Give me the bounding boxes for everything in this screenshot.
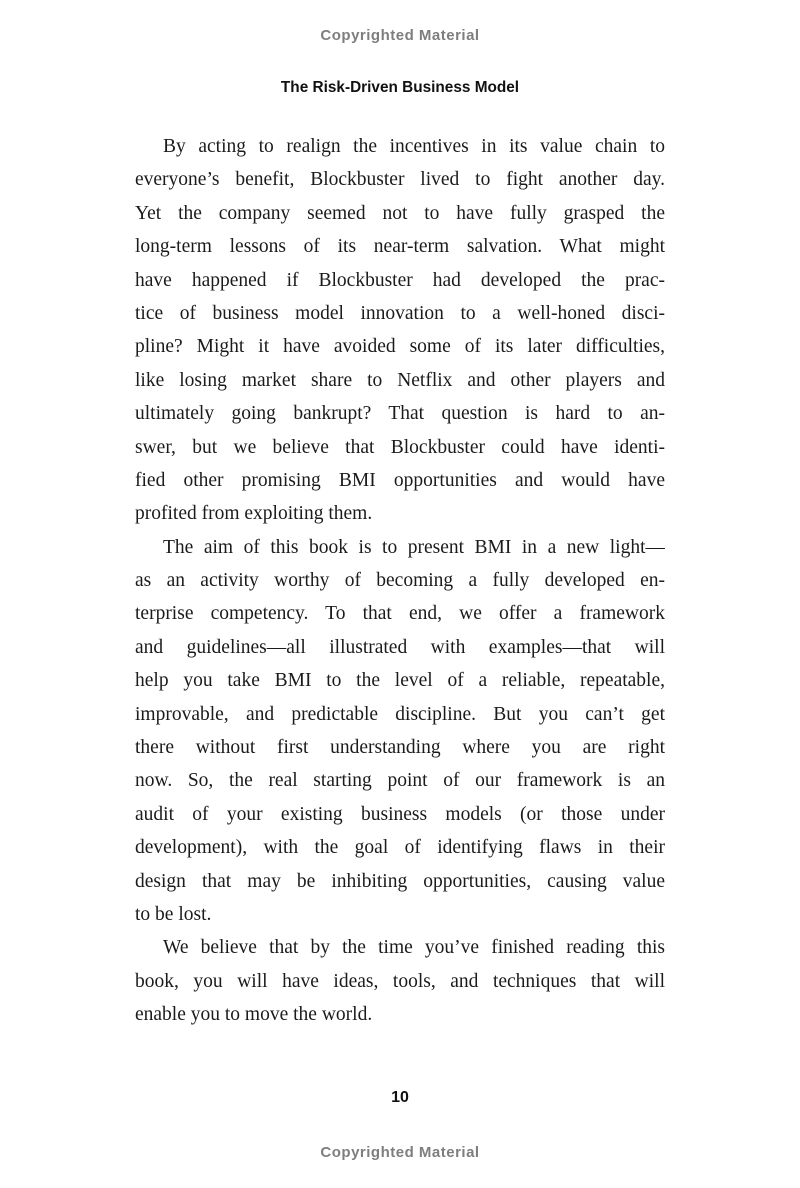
text-line: everyone’s benefit, Blockbuster lived to fight another day. <box>135 169 665 191</box>
text-line: development), with the goal of identifying flaws in their <box>135 837 665 859</box>
text-line: tice of business model innovation to a well-honed disci- <box>135 302 665 324</box>
text-line: By acting to realign the incentives in its value chain to <box>163 136 665 157</box>
text-line: like losing market share to Netflix and other players and <box>135 369 665 391</box>
text-line: terprise competency. To that end, we offer a framework <box>135 603 665 625</box>
text-line: have happened if Blockbuster had developed the prac- <box>135 269 665 291</box>
running-head-title: The Risk-Driven Business Model <box>280 79 520 96</box>
paragraph-2 <box>135 531 665 932</box>
text-line: design that may be inhibiting opportunities, causing value <box>135 870 665 892</box>
page-number: 10 <box>391 1089 409 1106</box>
text-line: book, you will have ideas, tools, and techniques that will <box>135 970 665 992</box>
text-line: swer, but we believe that Blockbuster could have identi- <box>135 436 665 458</box>
text-line: now. So, the real starting point of our framework is an <box>135 770 665 792</box>
text-line: long-term lessons of its near-term salvation. What might <box>135 236 665 258</box>
text-line: as an activity worthy of becoming a fully developed en- <box>135 570 665 592</box>
text-line: to be lost. <box>135 903 212 925</box>
text-line: audit of your existing business models (or those under <box>135 803 665 825</box>
text-line: Yet the company seemed not to have fully grasped the <box>135 202 665 224</box>
text-line: enable you to move the world. <box>135 1004 373 1026</box>
body-text <box>135 130 665 1032</box>
text-line: ultimately going bankrupt? That question is hard to an- <box>135 403 665 425</box>
text-line: improvable, and predictable discipline. But you can’t get <box>135 703 665 725</box>
paragraph-3 <box>135 931 665 1031</box>
text-line: The aim of this book is to present BMI in a new light— <box>163 536 665 558</box>
paragraph-1 <box>135 130 665 531</box>
text-line: fied other promising BMI opportunities and would have <box>135 469 665 491</box>
text-line: profited from exploiting them. <box>135 503 373 525</box>
text-line: there without first understanding where you are right <box>135 737 665 759</box>
text-line: and guidelines—all illustrated with examples—that will <box>135 636 665 658</box>
copyright-notice-bottom: Copyrighted Material <box>320 1144 480 1161</box>
text-line: help you take BMI to the level of a reliable, repeatable, <box>135 670 665 692</box>
copyright-notice-top: Copyrighted Material <box>320 27 480 44</box>
text-line: pline? Might it have avoided some of its later difficulties, <box>135 336 665 358</box>
text-line: We believe that by the time you’ve finished reading this <box>163 937 665 959</box>
